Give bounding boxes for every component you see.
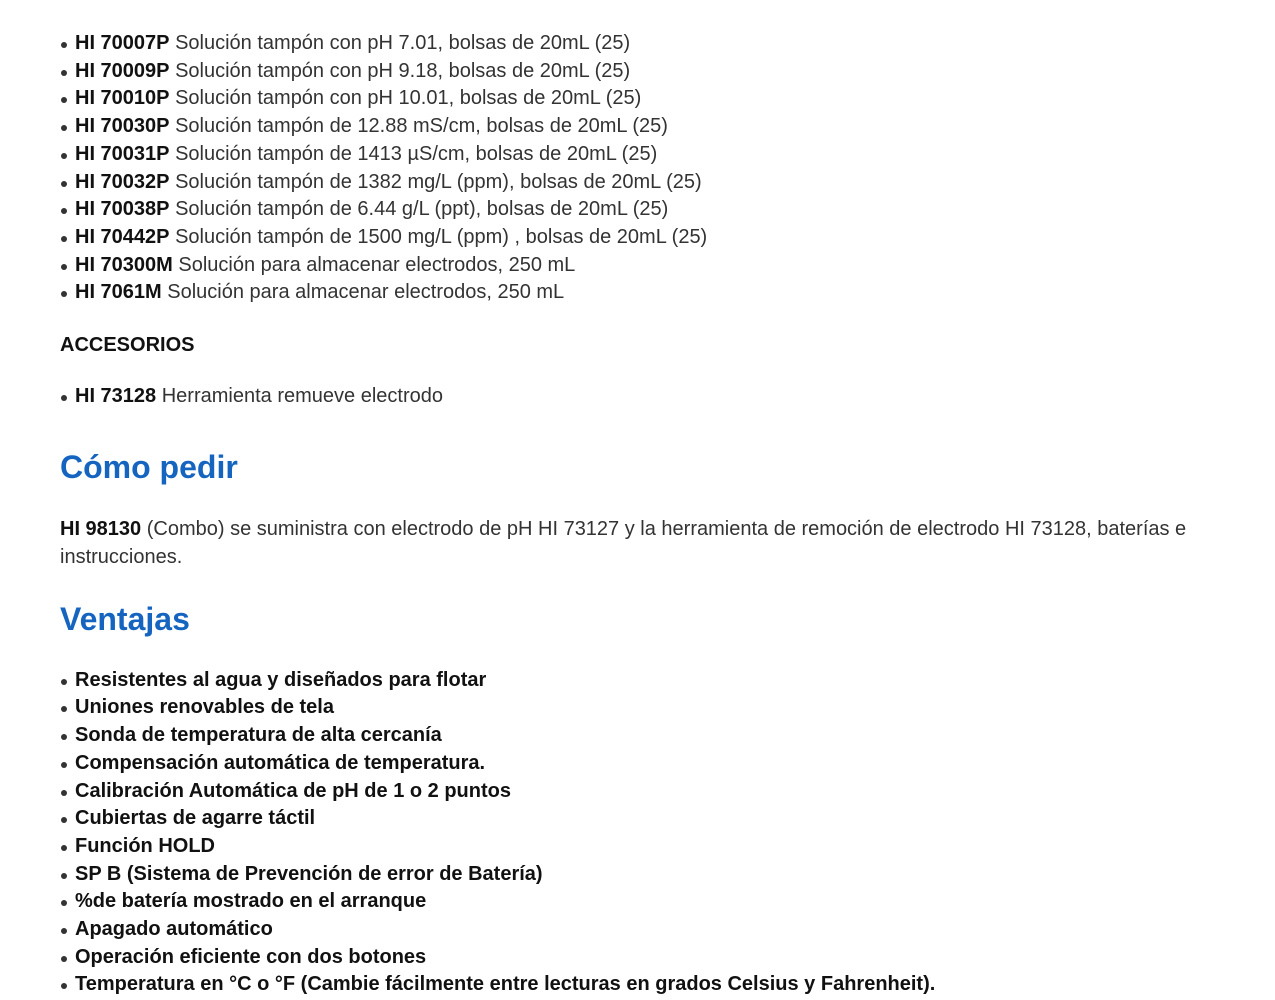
product-description: Herramienta remueve electrodo [156, 385, 443, 408]
list-item: SP B (Sistema de Prevención de error de Batería) [60, 861, 1275, 889]
product-code: HI 70300M [75, 253, 173, 276]
list-item [60, 58, 1275, 86]
accessories-list [60, 383, 1275, 411]
list-item [60, 30, 1275, 58]
list-item [60, 383, 1275, 411]
list-item: Resistentes al agua y diseñados para flotar [60, 667, 1275, 695]
advantages-list [60, 667, 1275, 999]
product-code: HI 70032P [75, 170, 170, 193]
list-item: %de batería mostrado en el arranque [60, 888, 1275, 916]
list-item: Compensación automática de temperatura. [60, 750, 1275, 778]
list-item [60, 141, 1275, 169]
list-item: Uniones renovables de tela [60, 694, 1275, 722]
list-item: Apagado automático [60, 916, 1275, 944]
accessories-label: ACCESORIOS [60, 334, 195, 357]
product-description: Solución para almacenar electrodos, 250 mL [172, 253, 576, 276]
product-description: Solución tampón con pH 7.01, bolsas de 20mL (25) [169, 32, 631, 54]
product-description: Solución para almacenar electrodos, 250 mL [161, 281, 565, 304]
order-heading: Cómo pedir [60, 448, 238, 485]
product-code: HI 70007P [75, 32, 170, 54]
product-code: HI 70442P [75, 225, 170, 248]
product-description: Solución tampón con pH 9.18, bolsas de 20mL (25) [169, 59, 631, 82]
list-item: Operación eficiente con dos botones [60, 944, 1275, 972]
order-description: (Combo) se suministra con electrodo de pH HI 73127 y la herramienta de remoción de electrodo HI 73128, baterías e instrucciones. [60, 517, 1187, 568]
list-item [60, 279, 1275, 307]
list-item: Sonda de temperatura de alta cercanía [60, 722, 1275, 750]
product-code: HI 70031P [75, 142, 170, 165]
product-description: Solución tampón de 1500 mg/L (ppm) , bolsas de 20mL (25) [169, 225, 708, 248]
product-description: Solución tampón con pH 10.01, bolsas de 20mL (25) [169, 87, 642, 110]
list-item: Cubiertas de agarre táctil [60, 805, 1275, 833]
list-item: Temperatura en °C o °F (Cambie fácilmente entre lecturas en grados Celsius y Fahrenheit). [60, 971, 1275, 999]
product-description: Solución tampón de 6.44 g/L (ppt), bolsas de 20mL (25) [169, 198, 669, 221]
product-description: Solución tampón de 1382 mg/L (ppm), bolsas de 20mL (25) [169, 170, 702, 193]
advantages-heading: Ventajas [60, 600, 190, 637]
product-code: HI 70038P [75, 198, 170, 221]
list-item [60, 252, 1275, 280]
list-item: Función HOLD [60, 833, 1275, 861]
product-code: HI 73128 [75, 385, 157, 408]
list-item [60, 85, 1275, 113]
product-code: HI 98130 [60, 517, 142, 540]
solutions-list [60, 30, 1275, 307]
list-item [60, 196, 1275, 224]
product-code: HI 70030P [75, 115, 170, 138]
list-item [60, 113, 1275, 141]
order-paragraph [60, 515, 1225, 571]
list-item [60, 224, 1275, 252]
product-description: Solución tampón de 1413 µS/cm, bolsas de 20mL (25) [169, 142, 658, 165]
product-description: Solución tampón de 12.88 mS/cm, bolsas de 20mL (25) [169, 115, 668, 138]
list-item [60, 169, 1275, 197]
product-code: HI 70009P [75, 59, 170, 82]
product-code: HI 7061M [75, 281, 162, 304]
list-item: Calibración Automática de pH de 1 o 2 puntos [60, 778, 1275, 806]
product-code: HI 70010P [75, 87, 170, 110]
